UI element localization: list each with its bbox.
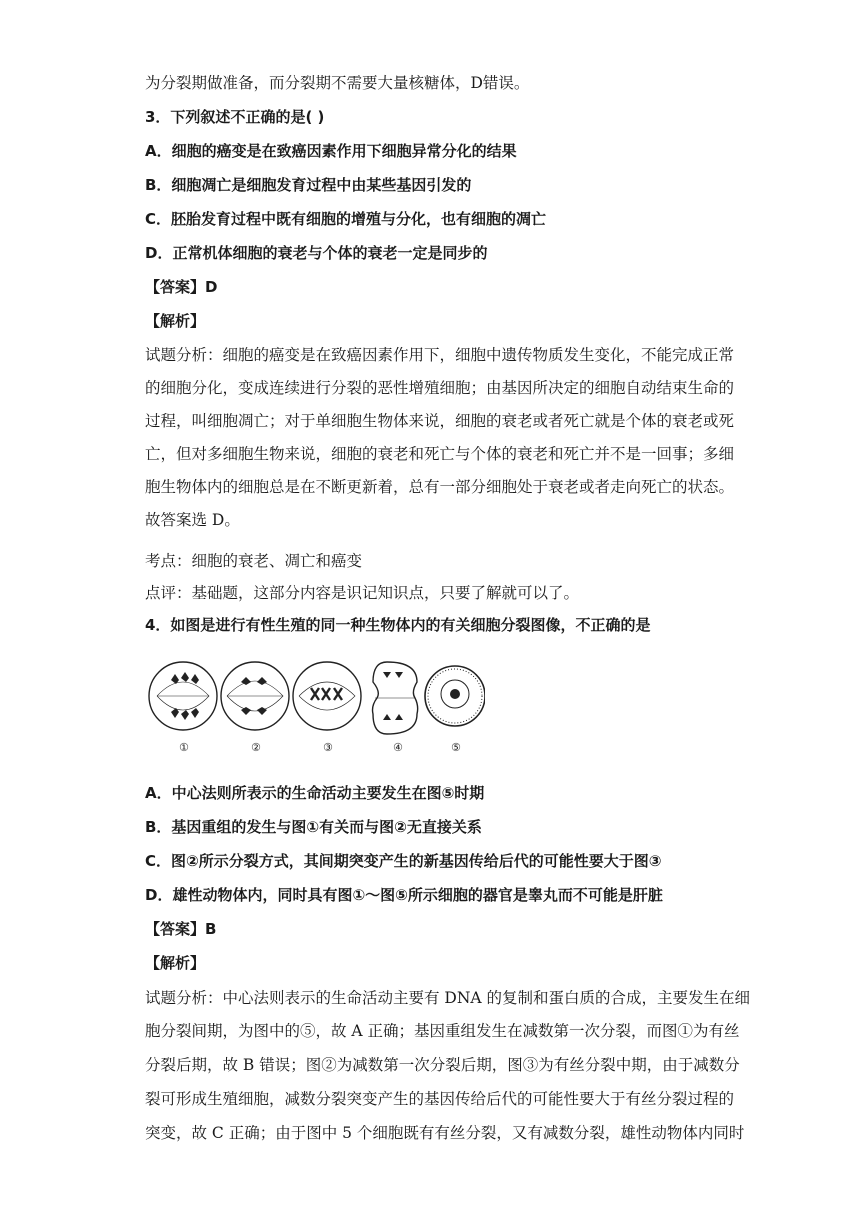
analysis-text: 亡，但对多细胞生物来说，细胞的衰老和死亡与个体的衰老和死亡并不是一回事；多细 <box>145 445 735 463</box>
analysis-text: 过程，叫细胞凋亡；对于单细胞生物体来说，细胞的衰老或者死亡就是个体的衰老或死 <box>145 412 735 430</box>
question-4-option-c: C．图②所示分裂方式，其间期突变产生的新基因传给后代的可能性要大于图③ <box>145 852 662 870</box>
text-line: 为分裂期做准备，而分裂期不需要大量核糖体，D错误。 <box>145 74 530 92</box>
analysis-text: 分裂后期，故 B 错误；图②为减数第一次分裂后期，图③为有丝分裂中期，由于减数分 <box>145 1056 740 1074</box>
figure-label-5: ⑤ <box>451 741 461 754</box>
question-3-option-d: D．正常机体细胞的衰老与个体的衰老一定是同步的 <box>145 244 488 262</box>
question-4-option-d: D．雄性动物体内，同时具有图①～图⑤所示细胞的器官是睾丸而不可能是肝脏 <box>145 886 663 904</box>
analysis-label: 【解析】 <box>145 954 206 972</box>
analysis-text: 试题分析：细胞的癌变是在致癌因素作用下，细胞中遗传物质发生变化，不能完成正常 <box>145 346 735 364</box>
analysis-text: 胞分裂间期，为图中的⑤，故 A 正确；基因重组发生在减数第一次分裂，而图①为有丝 <box>145 1022 740 1040</box>
comment: 点评：基础题，这部分内容是识记知识点，只要了解就可以了。 <box>145 584 580 602</box>
question-3-stem: 3．下列叙述不正确的是( ) <box>145 108 325 126</box>
cell-2-diagram <box>221 662 289 730</box>
answer-label: 【答案】B <box>145 920 217 938</box>
cell-4-diagram <box>373 662 418 734</box>
analysis-label: 【解析】 <box>145 312 206 330</box>
cell-3-diagram <box>293 662 361 730</box>
figure-label-1: ① <box>179 741 189 754</box>
question-3-option-a: A．细胞的癌变是在致癌因素作用下细胞异常分化的结果 <box>145 142 517 160</box>
analysis-text: 裂可形成生殖细胞，减数分裂突变产生的基因传给后代的可能性要大于有丝分裂过程的 <box>145 1090 735 1108</box>
analysis-text: 突变，故 C 正确；由于图中 5 个细胞既有有丝分裂，又有减数分裂，雄性动物体内同时 <box>145 1124 745 1142</box>
analysis-text: 故答案选 D。 <box>145 511 240 529</box>
answer-label: 【答案】D <box>145 278 218 296</box>
question-3-option-b: B．细胞凋亡是细胞发育过程中由某些基因引发的 <box>145 176 472 194</box>
figure-label-3: ③ <box>323 741 333 754</box>
question-3-option-c: C．胚胎发育过程中既有细胞的增殖与分化，也有细胞的凋亡 <box>145 210 547 228</box>
cell-5-diagram <box>425 666 485 726</box>
key-point: 考点：细胞的衰老、凋亡和癌变 <box>145 552 363 570</box>
question-4-option-a: A．中心法则所表示的生命活动主要发生在图⑤时期 <box>145 784 485 802</box>
figure-label-2: ② <box>251 741 261 754</box>
question-4-option-b: B．基因重组的发生与图①有关而与图②无直接关系 <box>145 818 482 836</box>
question-4-stem: 4．如图是进行有性生殖的同一种生物体内的有关细胞分裂图像，不正确的是 <box>145 616 651 634</box>
figure-label-4: ④ <box>393 741 403 754</box>
analysis-text: 胞生物体内的细胞总是在不断更新着，总有一部分细胞处于衰老或者走向死亡的状态。 <box>145 478 735 496</box>
cell-1-diagram <box>149 662 217 730</box>
analysis-text: 的细胞分化，变成连续进行分裂的恶性增殖细胞；由基因所决定的细胞自动结束生命的 <box>145 379 735 397</box>
analysis-text: 试题分析：中心法则表示的生命活动主要有 DNA 的复制和蛋白质的合成，主要发生在细 <box>145 989 751 1007</box>
cell-division-figure <box>145 648 485 758</box>
